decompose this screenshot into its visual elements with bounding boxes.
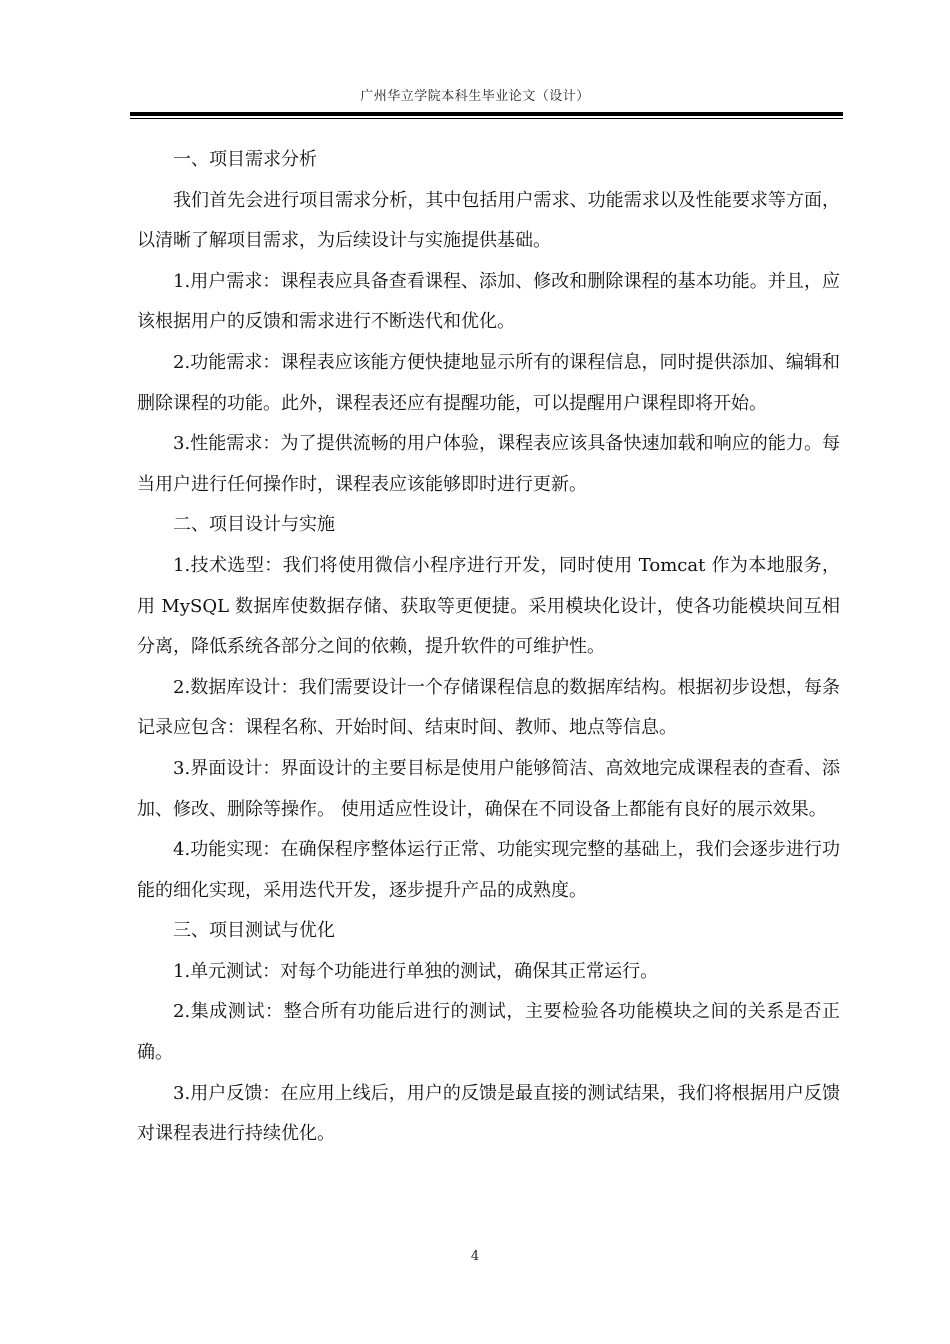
paragraph-intro: 我们首先会进行项目需求分析，其中包括用户需求、功能需求以及性能要求等方面，以清晰了解项目需求，为后续设计与实施提供基础。 (137, 189, 840, 252)
document-body (137, 140, 840, 1155)
header-rule-thin (130, 118, 843, 119)
heading-testing-optimization: 三、项目测试与优化 (173, 920, 335, 942)
paragraph-technology-selection: 1.技术选型：我们将使用微信小程序进行开发，同时使用 Tomcat 作为本地服务，用 MySQL 数据库使数据存储、获取等更便捷。采用模块化设计，使各功能模块间互相分离，降低系统各部分之间的依赖，提升软件的可维护性。 (137, 554, 840, 658)
paragraph-feature-implementation: 4.功能实现：在确保程序整体运行正常、功能实现完整的基础上，我们会逐步进行功能的细化实现，采用迭代开发，逐步提升产品的成熟度。 (137, 839, 840, 901)
paragraph-interface-design: 3.界面设计：界面设计的主要目标是使用户能够简洁、高效地完成课程表的查看、添加、修改、删除等操作。 使用适应性设计，确保在不同设备上都能有良好的展示效果。 (137, 757, 840, 820)
paragraph-performance-requirements: 3.性能需求：为了提供流畅的用户体验，课程表应该具备快速加载和响应的能力。每当用户进行任何操作时，课程表应该能够即时进行更新。 (137, 433, 840, 495)
paragraph-unit-testing: 1.单元测试：对每个功能进行单独的测试，确保其正常运行。 (173, 960, 659, 982)
heading-requirements-analysis: 一、项目需求分析 (173, 149, 317, 170)
paragraph-database-design: 2.数据库设计：我们需要设计一个存储课程信息的数据库结构。根据初步设想，每条记录应包含：课程名称、开始时间、结束时间、教师、地点等信息。 (137, 676, 840, 739)
heading-design-implementation: 二、项目设计与实施 (173, 514, 335, 536)
page-number: 4 (470, 1249, 480, 1264)
page-header: 广州华立学院本科生毕业论文（设计） (360, 89, 590, 104)
paragraph-user-feedback: 3.用户反馈：在应用上线后，用户的反馈是最直接的测试结果，我们将根据用户反馈对课程表进行持续优化。 (137, 1082, 840, 1145)
paragraph-functional-requirements: 2.功能需求：课程表应该能方便快捷地显示所有的课程信息，同时提供添加、编辑和删除课程的功能。此外，课程表还应有提醒功能，可以提醒用户课程即将开始。 (137, 351, 840, 414)
paragraph-integration-testing: 2.集成测试：整合所有功能后进行的测试，主要检验各功能模块之间的关系是否正确。 (137, 1001, 840, 1064)
paragraph-user-requirements: 1.用户需求：课程表应具备查看课程、添加、修改和删除课程的基本功能。并且，应该根据用户的反馈和需求进行不断迭代和优化。 (137, 270, 840, 333)
header-rule-thick (130, 112, 843, 116)
